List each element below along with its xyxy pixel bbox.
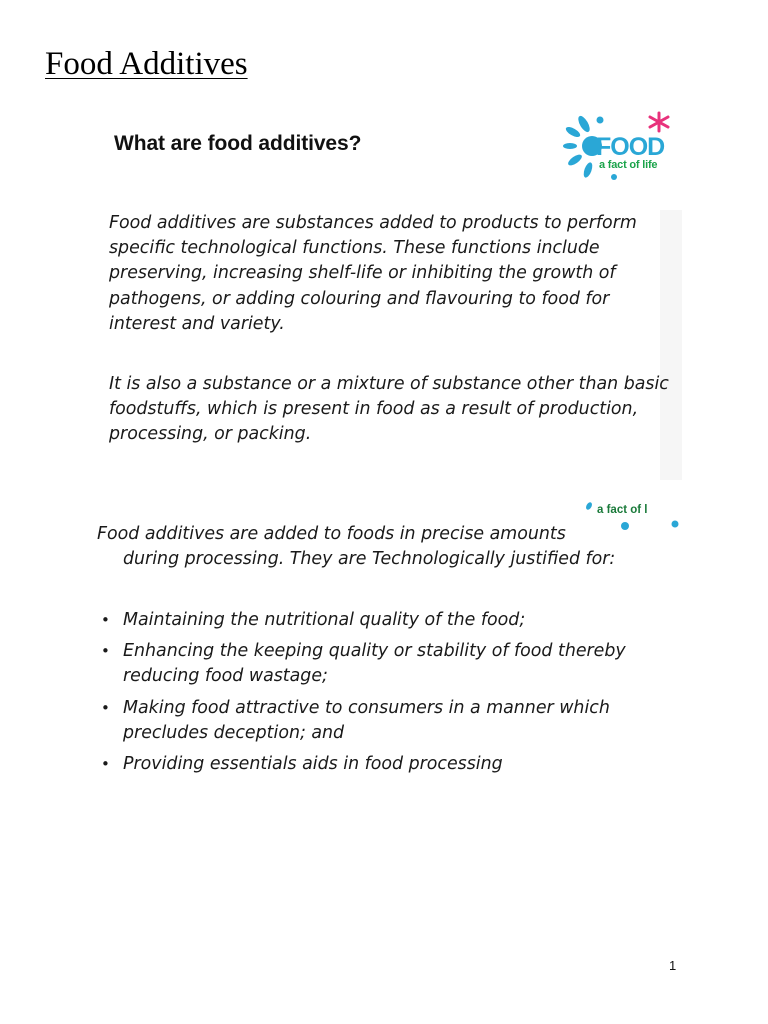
definition-paragraph: Food additives are substances added to products to perform specific technological functions. These functions include preserving, increasing shelf-life or inhibiting the growth of pathogens, or adding colouring and flavouring to food for interest and variety. <box>109 213 637 334</box>
slide-heading: What are food additives? <box>114 132 362 155</box>
justification-intro <box>97 522 697 572</box>
justification-list <box>97 608 697 783</box>
logo-tagline: a fact of life <box>599 159 658 171</box>
bullet-icon: • <box>101 755 110 774</box>
list-item-text: Providing essentials aids in food processing <box>123 754 503 775</box>
bullet-icon: • <box>101 642 110 661</box>
bullet-icon: • <box>101 698 110 717</box>
list-item <box>97 752 697 777</box>
intro-continuation: during processing. They are Technologically justified for: <box>123 549 616 570</box>
list-item-text: Maintaining the nutritional quality of the food; <box>123 610 526 630</box>
logo-word: FOOD <box>596 133 665 161</box>
intro-line: Food additives are added to foods in precise amounts <box>97 524 566 544</box>
list-item <box>97 639 697 689</box>
list-item-text: Making food attractive to consumers in a manner which precludes deception; and <box>123 697 610 743</box>
page-number: 1 <box>669 958 677 973</box>
substance-paragraph: It is also a substance or a mixture of substance other than basic foodstuffs, which is present in food as a result of production, processing, or packing. <box>109 374 669 445</box>
document-title: Food Additives <box>45 46 248 82</box>
list-item <box>97 696 697 746</box>
list-item-text: Enhancing the keeping quality or stability of food thereby reducing food wastage; <box>123 641 626 687</box>
bullet-icon: • <box>101 611 110 629</box>
logo-tagline: a fact of l <box>597 504 648 516</box>
list-item <box>97 608 697 633</box>
food-a-fact-of-life-logo <box>562 108 680 183</box>
